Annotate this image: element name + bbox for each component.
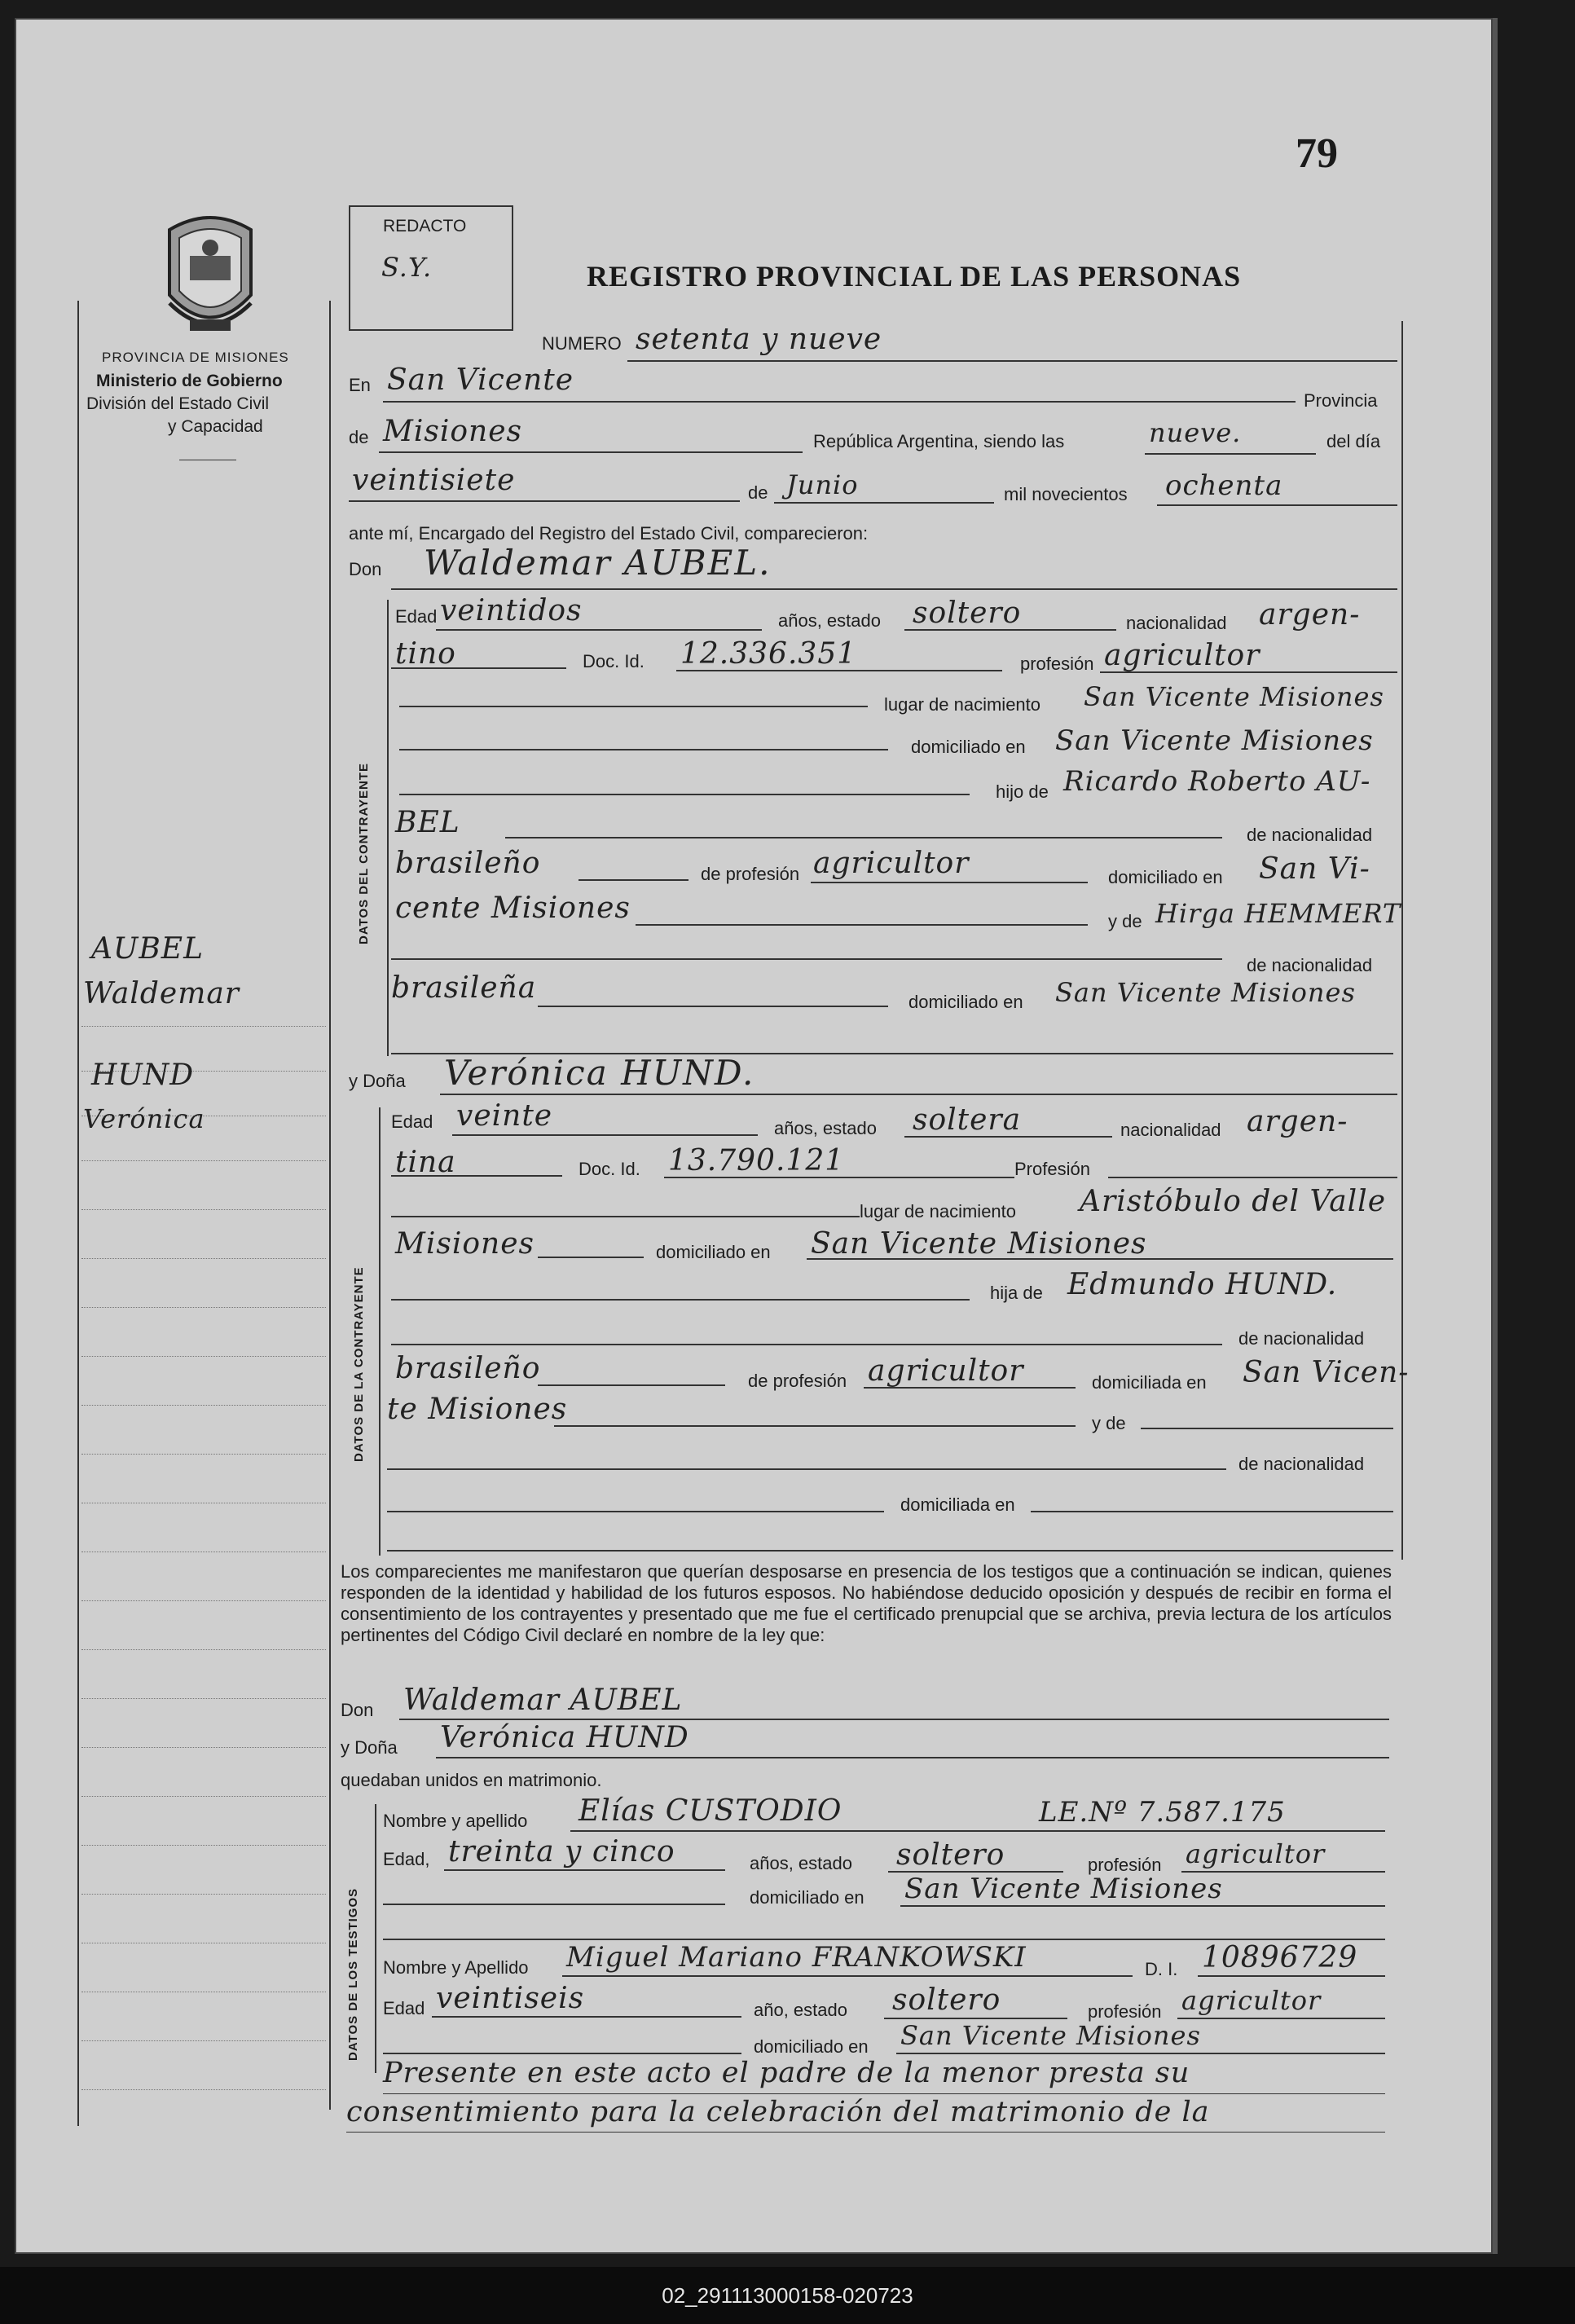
w1-anos-label: años, estado [750,1853,852,1873]
bride-hija-rule [391,1299,970,1301]
w1-end-rule [383,1939,1385,1940]
numero-value: setenta y nueve [636,323,882,356]
en-rule [383,401,1296,403]
hora-rule [1145,453,1316,455]
bride-lugar-b: Misiones [395,1227,535,1261]
en-label: En [349,375,371,395]
decl-dona-value: Verónica HUND [440,1721,689,1754]
mil-label: mil novecientos [1004,484,1128,504]
bride-hija-label: hija de [990,1283,1043,1303]
bride-lugar-rule [391,1216,860,1217]
w1-name: Elías CUSTODIO [579,1794,842,1828]
w2-profesion: agricultor [1181,1985,1322,2016]
groom-hijo-label: hijo de [996,781,1049,802]
groom-estado-rule [904,629,1116,631]
bride-anos-label: años, estado [774,1118,877,1138]
groom-madre-rule [391,958,1222,960]
bride-madre-rule [387,1468,1226,1470]
bride-edad-rule [452,1134,758,1136]
don-label: Don [349,559,382,579]
w1-name-label: Nombre y apellido [383,1811,528,1831]
margin-groom-name: Waldemar [83,977,240,1010]
bride-domicilio: San Vicente Misiones [811,1227,1147,1261]
groom-name-rule [391,588,1397,590]
groom-padre-prof-label: de profesión [701,864,800,884]
groom-dom-rule [399,749,888,750]
bride-padre-nacionalidad: brasileño [395,1352,541,1385]
w1-profesion-label: profesión [1088,1855,1162,1875]
ante-label: ante mí, Encargado del Registro del Estado Civil, comparecieron: [349,523,869,544]
groom-madre-nacionalidad: brasileña [391,971,537,1005]
w1-name-rule [570,1830,1385,1832]
bride-section-border [379,1107,381,1556]
decl-dona-label: y Doña [341,1737,398,1758]
margin-bride-surname: HUND [91,1059,195,1092]
page-number: 79 [1296,130,1338,177]
bride-doc-rule [664,1177,1014,1178]
groom-doc-label: Doc. Id. [583,651,645,671]
bride-domicilio-label: domiciliado en [656,1242,771,1262]
groom-estado: soltero [913,596,1022,630]
bride-pprof-rule [864,1387,1076,1389]
w1-domicilio: San Vicente Misiones [904,1873,1223,1905]
anio-rule [1157,504,1397,506]
bride-lugarb-rule [538,1257,644,1258]
w2-edad: veintiseis [436,1982,585,2015]
bride-padre-prof-label: de profesión [748,1371,847,1391]
mes-value: Junio [786,469,859,500]
w2-edad-rule [432,2016,741,2018]
groom-nac-rule [391,667,566,669]
bride-estado: soltera [913,1103,1022,1137]
bride-y-de-label: y de [1092,1413,1126,1433]
w1-dom-rule-a [383,1904,725,1905]
w2-doc: 10896729 [1202,1941,1358,1974]
groom-padre-nac-label: de nacionalidad [1247,825,1373,845]
w2-doc-rule [1198,1975,1385,1977]
w2-profesion-label: profesión [1088,2001,1162,2022]
groom-pdom-rule [636,924,1088,926]
office-ministry: Ministerio de Gobierno [96,372,283,390]
note-rule-1 [383,2093,1385,2094]
w2-name-label: Nombre y Apellido [383,1957,529,1978]
de-value: Misiones [383,415,523,448]
groom-y-de-label: y de [1108,911,1142,931]
bride-mdom-rule2 [1031,1511,1393,1512]
groom-padre-profesion: agricultor [813,847,970,880]
groom-lugar-rule [399,706,868,707]
groom-mnac-rule [538,1006,888,1007]
margin-left-border [77,301,79,2126]
w1-edad-rule [444,1869,725,1871]
bride-name: Verónica HUND. [444,1053,755,1093]
groom-profesion-label: profesión [1020,654,1094,674]
bride-padre-nac-label: de nacionalidad [1238,1328,1365,1349]
dia-value: veintisiete [352,464,516,497]
groom-madre-domicilio: San Vicente Misiones [1055,977,1356,1008]
groom-padre-a: Ricardo Roberto AU- [1063,765,1371,798]
de-mes-label: de [748,482,768,503]
bride-padre-profesion: agricultor [868,1354,1024,1388]
bride-doc-label: Doc. Id. [579,1159,640,1179]
bride-nacionalidad-label: nacionalidad [1120,1120,1221,1140]
groom-nacionalidad-label: nacionalidad [1126,613,1227,633]
register-page [15,18,1493,2254]
groom-madre-nac-label: de nacionalidad [1247,955,1373,975]
w1-profesion: agricultor [1186,1838,1326,1869]
groom-anos-label: años, estado [778,610,881,631]
provincial-seal-icon [153,205,267,348]
note-line-1: Presente en este acto el padre de la menor presta su [383,2057,1190,2089]
decl-closing: quedaban unidos en matrimonio. [341,1770,602,1790]
groom-section-border [387,600,389,1056]
margin-groom-surname: AUBEL [91,932,204,966]
w1-edad-label: Edad, [383,1849,430,1869]
w2-estado: soltero [892,1983,1001,2017]
note-line-2: consentimiento para la celebración del matrimonio de la [346,2096,1210,2128]
declaration-text: Los comparecientes me manifestaron que querían desposarse en presencia de los testigos que a continuación se indican, quienes responden de la identidad y habilidad de los futuros esposos. No habiéndose deducido oposición y después de recibir en forma el consentimiento de los contrayentes y presentado que me fue el certificado prenupcial que se archiva, previa lectura de los artículos pertinentes del Código Civil declaré en nombre de la ley que: [341,1561,1392,1645]
groom-padre-dom-label: domiciliado en [1108,867,1223,887]
redacto-label: REDACTO [383,217,467,235]
bride-end-rule [387,1550,1393,1552]
groom-domicilio-label: domiciliado en [911,737,1026,757]
decl-don-label: Don [341,1700,374,1720]
margin-right-border [329,301,331,2110]
w1-estado: soltero [896,1838,1005,1872]
bride-padre-domicilio-a: San Vicen- [1243,1356,1410,1389]
bride-estado-rule [904,1136,1112,1138]
redacto-value: S.Y. [381,252,433,283]
groom-edad-label: Edad [395,606,438,627]
groom-nacionalidad-a: argen- [1259,598,1361,632]
groom-hijo-rule [399,794,970,795]
groom-nacionalidad-b: tino [395,637,456,671]
bride-lugar-a: Aristóbulo del Valle [1080,1185,1386,1218]
w2-name-rule [562,1975,1133,1977]
w2-domicilio: San Vicente Misiones [900,2020,1201,2051]
bride-dom-rule [807,1258,1393,1260]
groom-lugar-label: lugar de nacimiento [884,694,1041,715]
bride-nacionalidad-a: argen- [1247,1105,1348,1138]
del-dia-label: del día [1326,431,1381,451]
groom-padre-rule [505,837,1222,838]
note-rule-2 [346,2132,1385,2133]
w2-edad-label: Edad [383,1998,425,2018]
bride-pnac-rule [538,1384,725,1386]
w2-prof-rule [1177,2018,1385,2019]
bride-doc: 13.790.121 [668,1144,845,1177]
w2-name: Miguel Mariano FRANKOWSKI [566,1941,1027,1974]
register-title: REGISTRO PROVINCIAL DE LAS PERSONAS [587,260,1242,293]
groom-edad: veintidos [440,594,583,627]
witness-section-label: DATOS DE LOS TESTIGOS [346,1887,360,2061]
bride-padre: Edmundo HUND. [1067,1268,1338,1301]
office-capacity: y Capacidad [168,417,263,436]
redacto-box [349,205,513,331]
bride-padre-domicilio-b: te Misiones [387,1393,568,1426]
groom-domicilio: San Vicente Misiones [1055,724,1374,757]
w2-domicilio-label: domiciliado en [754,2036,869,2057]
numero-rule [627,360,1397,362]
groom-pnac-rule [579,879,689,881]
w1-dom-rule-b [900,1905,1385,1907]
w1-domicilio-label: domiciliado en [750,1887,864,1908]
groom-profesion: agricultor [1104,639,1260,672]
groom-madre: Hirga HEMMERT [1155,898,1401,929]
scan-id: 02_291113000158-020723 [662,2283,913,2308]
bride-lugar-label: lugar de nacimiento [860,1201,1017,1221]
numero-label: NUMERO [542,333,622,354]
dona-label: y Doña [349,1071,406,1091]
bride-section-label: DATOS DE LA CONTRAYENTE [352,1266,366,1462]
de-rule [379,451,803,453]
decl-don-value: Waldemar AUBEL [403,1684,683,1717]
bride-nacionalidad-b: tina [395,1146,456,1179]
groom-edad-rule [436,629,762,631]
groom-padre-nacionalidad: brasileño [395,847,541,880]
office-province: PROVINCIA DE MISIONES [102,350,289,365]
groom-padre-b: BEL [395,806,460,839]
groom-prof-rule [1100,671,1397,673]
bride-yde-rule [1141,1428,1393,1429]
office-division: División del Estado Civil [86,394,270,413]
dia-rule [349,500,740,502]
bride-padre-rule [391,1344,1222,1345]
bride-profesion-label: Profesión [1014,1159,1090,1179]
w2-anos-label: año, estado [754,2000,847,2020]
groom-padre-domicilio-b: cente Misiones [395,891,631,925]
w1-edad: treinta y cinco [448,1835,675,1868]
margin-bride-name: Verónica [83,1103,205,1134]
groom-name: Waldemar AUBEL. [424,543,772,583]
decl-don-rule [399,1719,1389,1720]
groom-doc-rule [676,670,1002,671]
en-value: San Vicente [387,363,574,397]
groom-pprof-rule [811,882,1088,883]
w2-dom-rule-b [896,2053,1385,2054]
groom-madre-dom-label: domiciliado en [908,992,1023,1012]
bride-padre-dom-label: domiciliada en [1092,1372,1207,1393]
w2-estado-rule [884,2018,1067,2019]
groom-padre-domicilio-a: San Vi- [1259,852,1370,886]
mes-rule [774,502,994,504]
witness-section-border [375,1804,376,2073]
bride-madre-dom-label: domiciliada en [900,1494,1015,1515]
bride-mdom-rule1 [387,1511,884,1512]
bride-name-rule [440,1094,1397,1095]
scan-footer [0,2267,1575,2324]
w2-dom-rule-a [383,2053,741,2054]
republica-label: República Argentina, siendo las [813,431,1065,451]
w2-doc-label: D. I. [1145,1959,1178,1979]
anio-value: ochenta [1165,469,1283,502]
de-label: de [349,427,369,447]
bride-edad: veinte [456,1099,553,1133]
groom-doc: 12.336.351 [680,637,857,671]
bride-nac-rule [391,1175,562,1177]
decl-dona-rule [436,1757,1389,1758]
provincia-label: Provincia [1304,390,1378,411]
w1-doc: LE.Nº 7.587.175 [1039,1796,1286,1829]
groom-lugar: San Vicente Misiones [1084,681,1384,712]
bride-edad-label: Edad [391,1111,433,1132]
groom-section-label: DATOS DEL CONTRAYENTE [357,763,371,944]
bride-madre-nac-label: de nacionalidad [1238,1454,1365,1474]
bride-prof-rule [1108,1177,1397,1178]
hora-value: nueve. [1149,417,1242,448]
bride-pdom-rule [554,1425,1076,1427]
